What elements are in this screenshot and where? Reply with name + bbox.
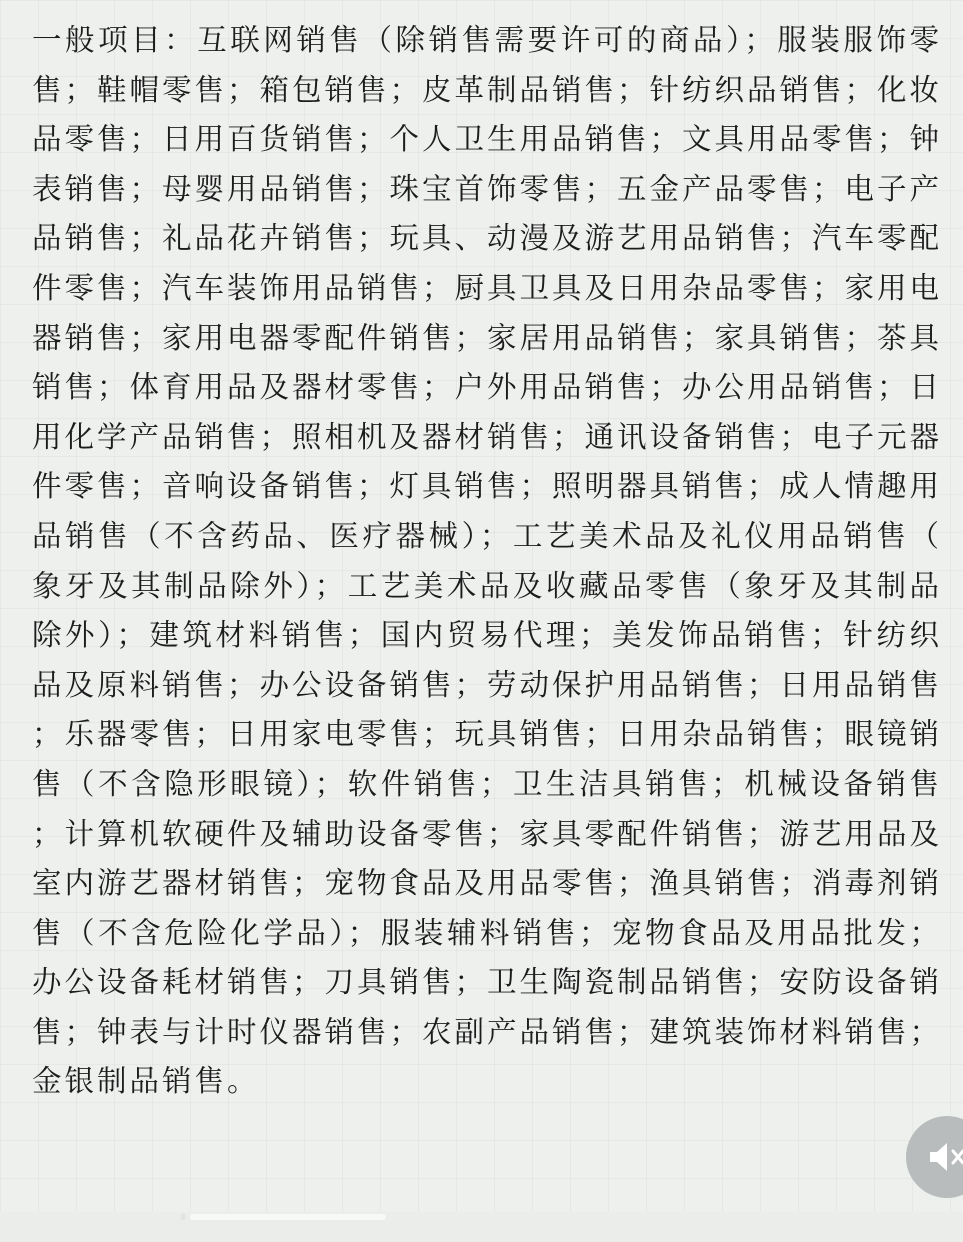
mute-toggle-button[interactable]: [906, 1116, 963, 1198]
scroll-marker: [181, 1214, 185, 1220]
speaker-muted-icon: [928, 1140, 963, 1174]
scrollbar-thumb[interactable]: [190, 1214, 386, 1220]
business-scope-text: 一般项目：互联网销售（除销售需要许可的商品）；服装服饰零售；鞋帽零售；箱包销售；皮革制品销售；针纺织品销售；化妆品零售；日用百货销售；个人卫生用品销售；文具用品零售；钟表销售；母婴用品销售；珠宝首饰零售；五金产品零售；电子产品销售；礼品花卉销售；玩具、动漫及游艺用品销售；汽车零配件零售；汽车装饰用品销售；厨具卫具及日用杂品零售；家用电器销售；家用电器零配件销售；家居用品销售；家具销售；茶具销售；体育用品及器材零售；户外用品销售；办公用品销售；日用化学产品销售；照相机及器材销售；通讯设备销售；电子元器件零售；音响设备销售；灯具销售；照明器具销售；成人情趣用品销售（不含药品、医疗器械）；工艺美术品及礼仪用品销售（象牙及其制品除外）；工艺美术品及收藏品零售（象牙及其制品除外）；建筑材料销售；国内贸易代理；美发饰品销售；针纺织品及原料销售；办公设备销售；劳动保护用品销售；日用品销售；乐器零售；日用家电零售；玩具销售；日用杂品销售；眼镜销售（不含隐形眼镜）；软件销售；卫生洁具销售；机械设备销售；计算机软硬件及辅助设备零售；家具零配件销售；游艺用品及室内游艺器材销售；宠物食品及用品零售；渔具销售；消毒剂销售（不含危险化学品）；服装辅料销售；宠物食品及用品批发；办公设备耗材销售；刀具销售；卫生陶瓷制品销售；安防设备销售；钟表与计时仪器销售；农副产品销售；建筑装饰材料销售；金银制品销售。: [32, 23, 943, 1099]
bottom-bar: [0, 1212, 963, 1242]
